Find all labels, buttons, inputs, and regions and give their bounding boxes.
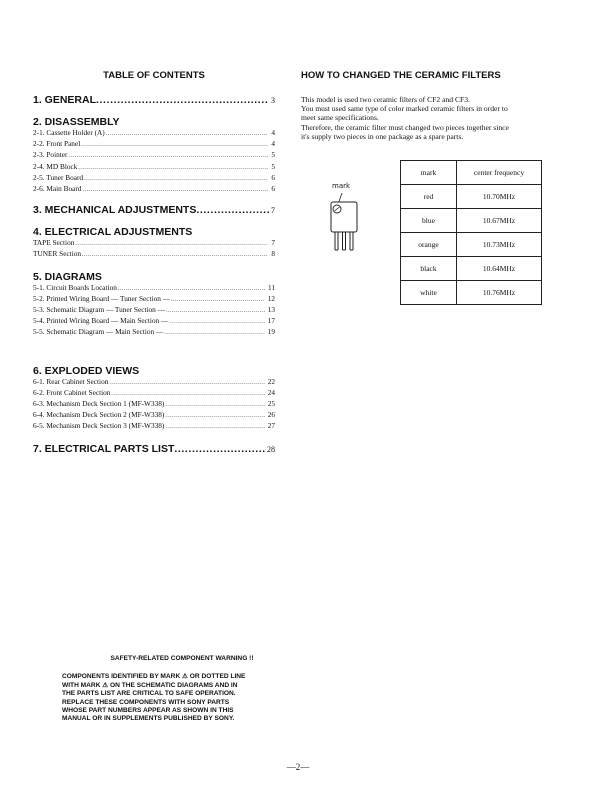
toc-entries-disassembly bbox=[33, 128, 275, 195]
table-of-contents bbox=[33, 70, 275, 455]
toc-entries-exploded bbox=[33, 377, 275, 433]
toc-entry[interactable]: 5-2. Printed Wiring Board — Tuner Section — ..... 12 bbox=[33, 294, 275, 305]
warning-title: SAFETY-RELATED COMPONENT WARNING !! bbox=[110, 655, 254, 662]
page-number: —2— bbox=[286, 762, 310, 772]
warning-line: MANUAL OR IN SUPPLEMENTS PUBLISHED BY SONY. bbox=[62, 715, 235, 723]
toc-section-disassembly[interactable]: 2. DISASSEMBLY bbox=[33, 116, 120, 128]
toc-entry[interactable]: 2-1. Cassette Holder (A) ..... 4 bbox=[33, 128, 275, 139]
filter-frequency-table bbox=[400, 160, 542, 305]
table-header-row bbox=[401, 161, 542, 185]
warning-line: WHOSE PART NUMBERS APPEAR AS SHOWN IN THIS bbox=[62, 707, 234, 715]
table-cell-mark: orange bbox=[401, 233, 457, 257]
toc-entry[interactable]: 5-5. Schematic Diagram — Main Section — ..... 19 bbox=[33, 327, 275, 338]
toc-section-electrical-adjustments[interactable]: 4. ELECTRICAL ADJUSTMENTS bbox=[33, 226, 193, 239]
table-row bbox=[401, 233, 542, 257]
table-cell-frequency: 10.70MHz bbox=[457, 185, 542, 209]
toc-entry[interactable]: 6-2. Front Cabinet Section ..... 24 bbox=[33, 388, 275, 399]
toc-section-page: 3 bbox=[271, 96, 275, 105]
toc-entry[interactable]: TUNER Section ..... 8 bbox=[33, 249, 275, 260]
intro-line: Therefore, the ceramic filter must changed two pieces together since bbox=[301, 122, 509, 132]
toc-entry[interactable]: 2-4. MD Block ..... 5 bbox=[33, 162, 275, 173]
filters-title: HOW TO CHANGED THE CERAMIC FILTERS bbox=[301, 70, 501, 81]
toc-entry[interactable]: 2-5. Tuner Board ..... 6 bbox=[33, 173, 275, 184]
ceramic-filters-section bbox=[301, 70, 563, 297]
toc-section-general[interactable] bbox=[33, 94, 275, 106]
ceramic-filter-figure bbox=[323, 182, 373, 272]
toc-section-exploded-views[interactable]: 6. EXPLODED VIEWS bbox=[33, 364, 140, 377]
figure-mark-label: mark bbox=[332, 182, 351, 190]
toc-entry[interactable]: 5-4. Printed Wiring Board — Main Section — ..... 17 bbox=[33, 316, 275, 327]
table-row bbox=[401, 281, 542, 305]
toc-section-electrical-parts-list[interactable]: 7. ELECTRICAL PARTS LIST ..... 28 bbox=[33, 443, 275, 455]
warning-line: THE PARTS LIST ARE CRITICAL TO SAFE OPERATION. bbox=[62, 690, 236, 698]
table-header-cell: center frequency bbox=[457, 161, 542, 185]
toc-entry[interactable]: 2-6. Main Board ..... 6 bbox=[33, 184, 275, 195]
toc-entry[interactable]: 6-4. Mechanism Deck Section 2 (MF-W338) ..... 26 bbox=[33, 410, 275, 421]
table-cell-frequency: 10.76MHz bbox=[457, 281, 542, 305]
table-cell-mark: white bbox=[401, 281, 457, 305]
table-cell-frequency: 10.73MHz bbox=[457, 233, 542, 257]
warning-line: REPLACE THESE COMPONENTS WITH SONY PARTS bbox=[62, 698, 230, 706]
table-cell-mark: black bbox=[401, 257, 457, 281]
toc-entry[interactable]: 5-1. Circuit Boards Location ..... 11 bbox=[33, 283, 275, 294]
table-cell-mark: red bbox=[401, 185, 457, 209]
toc-title: TABLE OF CONTENTS bbox=[103, 70, 205, 81]
warning-line: COMPONENTS IDENTIFIED BY MARK ⚠ OR DOTTED LINE bbox=[62, 673, 246, 681]
table-header-cell: mark bbox=[401, 161, 457, 185]
toc-section-diagrams[interactable]: 5. DIAGRAMS bbox=[33, 270, 102, 283]
intro-line: it's supply two pieces in one package as a spare parts. bbox=[301, 131, 464, 141]
toc-entries-electrical bbox=[33, 238, 275, 260]
filters-intro bbox=[301, 95, 563, 141]
table-row bbox=[401, 257, 542, 281]
toc-section-mechanical-adjustments[interactable]: 3. MECHANICAL ADJUSTMENTS ..... 7 bbox=[33, 204, 275, 216]
warning-line: WITH MARK ⚠ ON THE SCHEMATIC DIAGRAMS AND IN bbox=[62, 681, 238, 689]
intro-line: meet same specifications. bbox=[301, 113, 379, 123]
ceramic-filter-icon bbox=[323, 182, 373, 272]
table-cell-mark: blue bbox=[401, 209, 457, 233]
table-row bbox=[401, 209, 542, 233]
toc-entry[interactable]: 2-3. Pointer ..... 5 bbox=[33, 150, 275, 161]
table-cell-frequency: 10.67MHz bbox=[457, 209, 542, 233]
safety-warning bbox=[62, 655, 302, 724]
table-row bbox=[401, 185, 542, 209]
toc-section-title: 1. GENERAL bbox=[33, 94, 97, 106]
toc-entry[interactable]: 6-1. Rear Cabinet Section ..... 22 bbox=[33, 377, 275, 388]
toc-entry[interactable]: 2-2. Front Panel ..... 4 bbox=[33, 139, 275, 150]
toc-entry[interactable]: 5-3. Schematic Diagram — Tuner Section — ..... 13 bbox=[33, 305, 275, 316]
toc-entry[interactable]: 6-5. Mechanism Deck Section 3 (MF-W338) ..... 27 bbox=[33, 421, 275, 432]
intro-line: You must used same type of color marked ceramic filters in order to bbox=[301, 104, 508, 114]
table-cell-frequency: 10.64MHz bbox=[457, 257, 542, 281]
toc-entry[interactable]: 6-3. Mechanism Deck Section 1 (MF-W338) ..... 25 bbox=[33, 399, 275, 410]
intro-line: This model is used two ceramic filters of CF2 and CF3. bbox=[301, 95, 470, 104]
toc-entry[interactable]: TAPE Section ..... 7 bbox=[33, 238, 275, 249]
toc-entries-diagrams bbox=[33, 283, 275, 339]
